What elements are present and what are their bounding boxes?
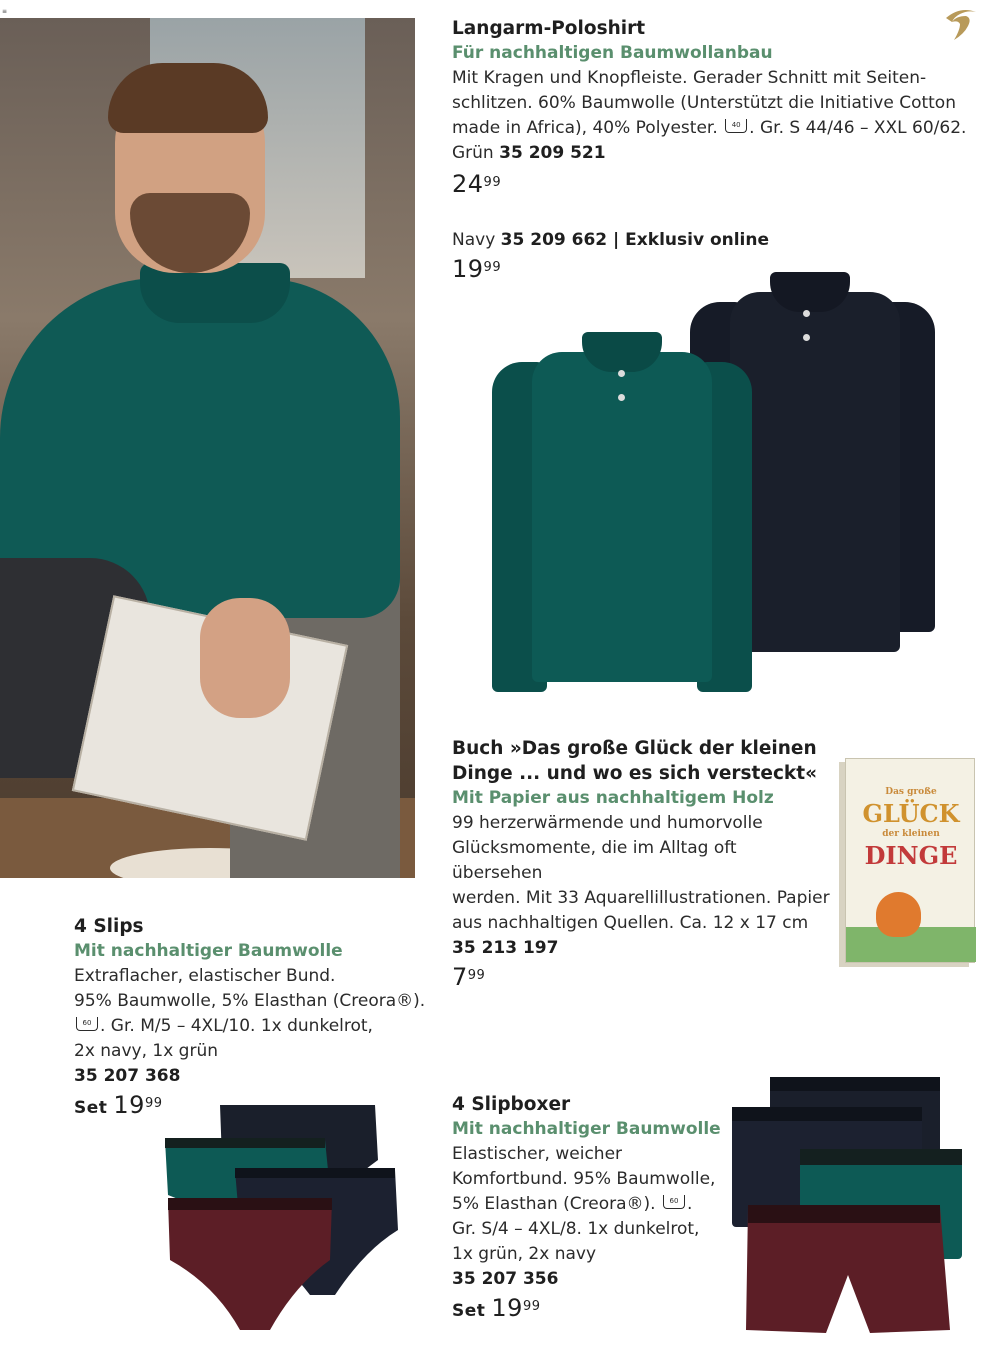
polo-navy-label: Navy xyxy=(452,230,496,250)
boxer-desc-4: Gr. S/4 – 4XL/8. 1x dunkelrot, xyxy=(452,1219,700,1239)
boxer-desc-5: 1x grün, 2x navy xyxy=(452,1244,597,1264)
boxer-green-band xyxy=(800,1149,962,1165)
book-price-main: 7 xyxy=(452,963,468,991)
book-title-2: Dinge ... und wo es sich versteckt« xyxy=(452,763,818,784)
green-shirt-image xyxy=(492,322,752,697)
book-price xyxy=(452,965,832,990)
slips-number: 35 207 368 xyxy=(74,1066,181,1086)
navy-button-1 xyxy=(803,310,810,317)
book-desc-4: aus nachhaltigen Quellen. Ca. 12 x 17 cm xyxy=(452,913,809,933)
boxer-price-main: 19 xyxy=(491,1294,523,1322)
polo-green-line xyxy=(452,141,982,166)
boxer-price xyxy=(452,1296,752,1324)
navy-body xyxy=(730,292,900,652)
polo-navy-number: 35 209 662 | Exklusiv online xyxy=(500,230,770,250)
cover-line-3: der kleinen xyxy=(882,829,940,839)
polo-navy-line xyxy=(452,228,852,253)
green-button-2 xyxy=(618,394,625,401)
wash-40-icon: 40 xyxy=(725,119,747,133)
slips-block xyxy=(74,914,434,1121)
polo-navy-price-cents: 99 xyxy=(483,260,502,275)
polo-green-price-cents: 99 xyxy=(483,175,502,190)
slip-red-band xyxy=(168,1198,332,1210)
slips-price-cents: 99 xyxy=(144,1096,163,1111)
boxer-title: 4 Slipboxer xyxy=(452,1094,571,1115)
slips-desc-2: 95% Baumwolle, 5% Elasthan (Creora®). xyxy=(74,991,426,1011)
polo-title: Langarm-Poloshirt xyxy=(452,18,646,39)
boxer-image xyxy=(730,1075,965,1337)
polo-green-label: Grün xyxy=(452,143,494,163)
book-title-1: Buch »Das große Glück der kleinen xyxy=(452,738,817,759)
wash-60-icon: 60 xyxy=(663,1195,685,1209)
green-collar xyxy=(582,332,662,372)
book-desc-2: Glücksmomente, die im Alltag oft übersehen xyxy=(452,838,737,883)
hero-photo xyxy=(0,18,415,878)
polo-block xyxy=(452,16,982,197)
boxer-red xyxy=(746,1207,950,1333)
wash-60-icon: 60 xyxy=(76,1017,98,1031)
boxer-desc-3 xyxy=(452,1192,752,1217)
boxer-number: 35 207 356 xyxy=(452,1269,559,1289)
polo-desc-3-text: made in Africa), 40% Polyester. xyxy=(452,118,718,138)
cover-fox xyxy=(876,892,921,937)
navy-button-2 xyxy=(803,334,810,341)
slip-navy-band xyxy=(235,1168,395,1178)
slips-subtitle: Mit nachhaltiger Baumwolle xyxy=(74,941,343,961)
boxer-set-label: Set xyxy=(452,1301,486,1321)
polo-green-price xyxy=(452,172,982,197)
boxer-subtitle: Mit nachhaltiger Baumwolle xyxy=(452,1119,721,1139)
book-number: 35 213 197 xyxy=(452,938,559,958)
slips-desc-1: Extraflacher, elastischer Bund. xyxy=(74,966,336,986)
book-cover-image xyxy=(845,758,975,963)
polo-desc-1: Mit Kragen und Knopfleiste. Gerader Schnitt mit Seiten- xyxy=(452,68,927,88)
cover-line-2: GLÜCK xyxy=(862,799,960,828)
book-price-cents: 99 xyxy=(467,968,486,983)
cover-line-4: DINGE xyxy=(864,841,958,870)
green-button-1 xyxy=(618,370,625,377)
book-desc-3: werden. Mit 33 Aquarellillustrationen. Papier xyxy=(452,888,830,908)
slips-image xyxy=(160,1100,405,1335)
polo-desc-tail: . Gr. S 44/46 – XXL 60/62. xyxy=(749,118,967,138)
boxer-navy-back-band xyxy=(770,1077,940,1091)
book-desc-1: 99 herzerwärmende und humorvolle xyxy=(452,813,763,833)
polo-subtitle: Für nachhaltigen Baumwollanbau xyxy=(452,43,773,63)
boxer-desc-3-head: 5% Elasthan (Creora®). xyxy=(452,1194,656,1214)
polo-green-number: 35 209 521 xyxy=(499,143,606,163)
boxer-desc-1: Elastischer, weicher xyxy=(452,1144,623,1164)
man-hand xyxy=(200,598,290,718)
book-subtitle: Mit Papier aus nachhaltigem Holz xyxy=(452,788,774,808)
green-body xyxy=(532,352,712,682)
polo-green-price-main: 24 xyxy=(452,170,484,198)
man-hair xyxy=(108,63,268,133)
boxer-block xyxy=(452,1092,752,1324)
boxer-price-cents: 99 xyxy=(522,1299,541,1314)
slips-desc-3 xyxy=(74,1014,434,1039)
navy-collar xyxy=(770,272,850,312)
slips-set-label: Set xyxy=(74,1098,108,1118)
polo-navy-price-main: 19 xyxy=(452,255,484,283)
polo-desc-2: schlitzen. 60% Baumwolle (Unterstützt die Initiative Cotton xyxy=(452,93,956,113)
boxer-desc-3-tail: . xyxy=(686,1194,693,1214)
corner-mark: ≡ xyxy=(2,8,8,15)
slip-green-band xyxy=(165,1138,325,1148)
polo-desc-3 xyxy=(452,116,982,141)
slips-price-main: 19 xyxy=(113,1091,145,1119)
slips-desc-3-text: . Gr. M/5 – 4XL/10. 1x dunkelrot, xyxy=(100,1016,373,1036)
boxer-desc-2: Komfortbund. 95% Baumwolle, xyxy=(452,1169,716,1189)
cover-line-1: Das große xyxy=(885,787,937,797)
slips-desc-4: 2x navy, 1x grün xyxy=(74,1041,219,1061)
boxer-navy-mid-band xyxy=(732,1107,922,1121)
boxer-red-band xyxy=(748,1205,940,1223)
slips-title: 4 Slips xyxy=(74,916,144,937)
book-block xyxy=(452,736,832,990)
slip-red xyxy=(168,1200,332,1330)
